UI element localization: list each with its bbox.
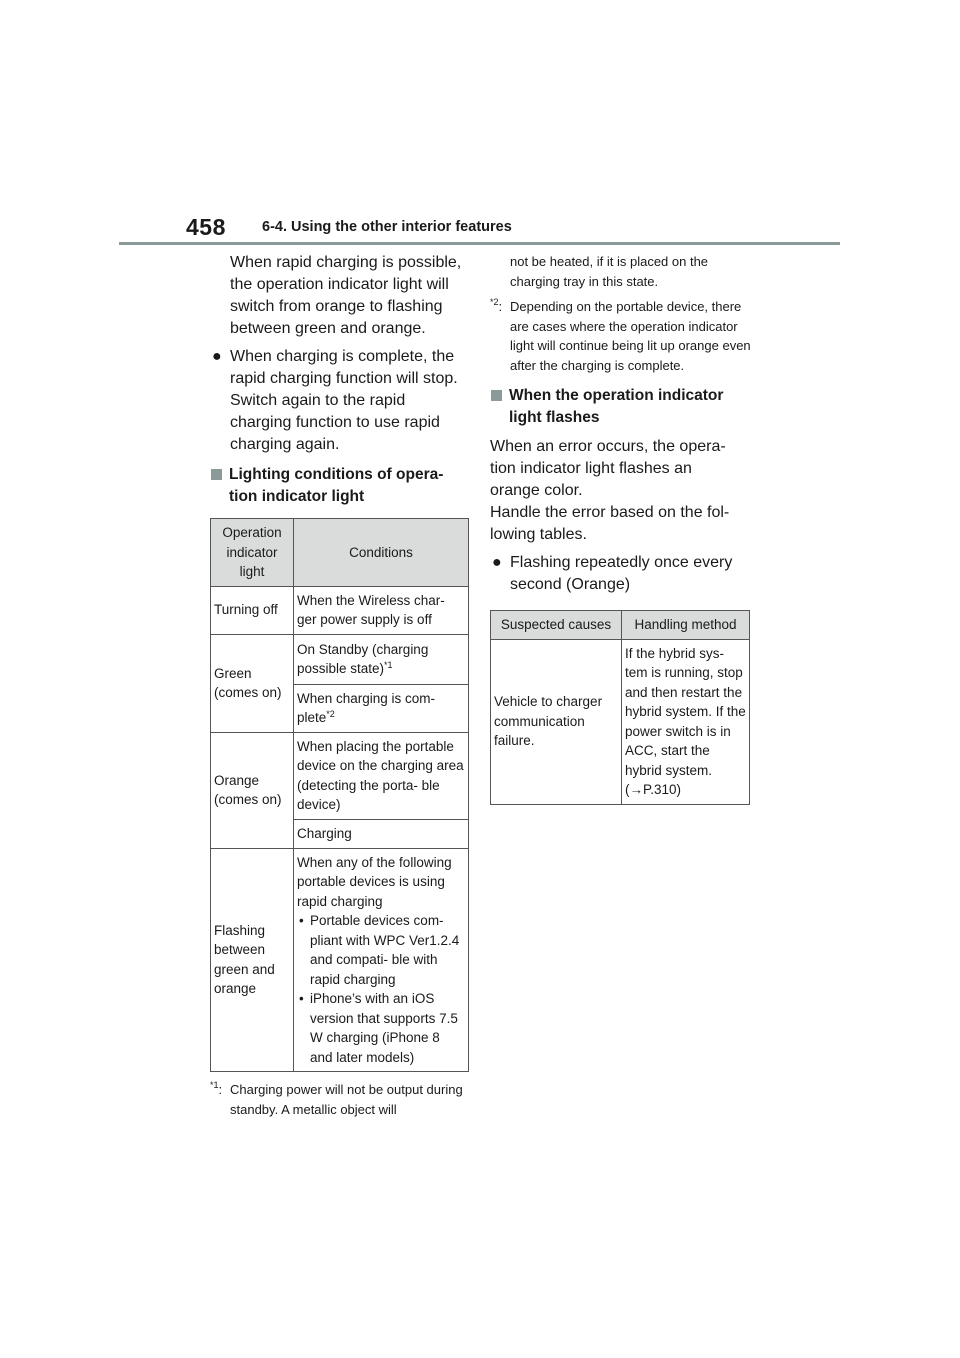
method-text: If the hybrid sys- tem is running, stop and then restart the hybrid system. If the power switch is in ACC, start the hybrid system. [625, 645, 746, 778]
list-item [297, 911, 465, 989]
error-handling-table [490, 610, 750, 805]
table-header-row [211, 519, 469, 587]
footnote-1 [210, 1080, 470, 1119]
bullet-dot-icon: • [299, 991, 304, 1006]
cell-flashing-condition [294, 848, 469, 1072]
cell-orange: Orange (comes on) [211, 732, 294, 848]
green-condition-1-text: On Standby (charging possible state) [297, 641, 429, 676]
cell-green: Green (comes on) [211, 634, 294, 732]
heading-line-1: Lighting conditions of opera- [229, 466, 444, 483]
bullet-flashing-once [490, 552, 752, 596]
cell-green-condition-2 [294, 684, 469, 732]
flashing-condition-intro: When any of the following portable devices is using rapid charging [297, 854, 452, 909]
cell-cause: Vehicle to charger communication failure. [491, 639, 622, 804]
flashing-item-1: Portable devices com- pliant with WPC Ver1.2.4 and compati- ble with rapid charging [310, 913, 460, 987]
table-row [211, 634, 469, 684]
footnote-1-text: Charging power will not be output during standby. A metallic object will [230, 1082, 463, 1117]
cell-orange-condition-1: When placing the portable device on the charging area (detecting the porta- ble device) [294, 732, 469, 819]
cell-green-condition-1 [294, 634, 469, 684]
cell-turning-off-condition: When the Wireless char- ger power supply is off [294, 586, 469, 634]
section-title: 6-4. Using the other interior features [262, 219, 512, 235]
table-row [491, 639, 750, 804]
cell-method [622, 639, 750, 804]
intro-paragraph: When rapid charging is possible, the operation indicator light will switch from orange to flashing between green and orange. [230, 254, 462, 337]
footnote-2-mark: $^{*2}$: [490, 297, 503, 314]
right-column [490, 252, 752, 805]
table-row [211, 848, 469, 1072]
left-column [210, 252, 470, 1119]
list-item [297, 989, 465, 1067]
table-header-row [491, 611, 750, 640]
handle-error-paragraph: Handle the error based on the fol- lowing tables. [490, 504, 730, 543]
footnote-ref-2: *2 [326, 709, 335, 719]
square-bullet-icon [491, 390, 502, 401]
flashing-item-2: iPhone’s with an iOS version that supports 7.5 W charging (iPhone 8 and later models) [310, 991, 458, 1065]
cell-orange-condition-2: Charging [294, 819, 469, 848]
footnote-1-sup: *1 [210, 1080, 219, 1090]
footnote-2 [490, 297, 752, 375]
heading-line-1: When the operation indicator [509, 387, 724, 404]
bullet-text: Flashing repeatedly once every second (Orange) [510, 554, 733, 593]
footnote-1-mark: $^{*1}$: [210, 1080, 223, 1097]
cell-turning-off: Turning off [211, 586, 294, 634]
footnote-1-continued [490, 252, 752, 291]
bullet-charging-complete [210, 346, 470, 456]
heading-line-2: light flashes [509, 409, 600, 426]
header-rule [119, 242, 840, 245]
page-number: 458 [186, 214, 226, 240]
column-header-causes: Suspected causes [491, 611, 622, 640]
heading-line-2: tion indicator light [229, 488, 365, 505]
table-row [211, 732, 469, 819]
footnote-ref-1: *1 [384, 660, 393, 670]
bullet-dot-icon: ● [492, 554, 502, 571]
square-bullet-icon [211, 469, 222, 480]
bullet-dot-icon: ● [212, 348, 222, 365]
footnote-1-continued-text: not be heated, if it is placed on the charging tray in this state. [510, 254, 709, 289]
error-paragraph: When an error occurs, the opera- tion indicator light flashes an orange color. [490, 438, 726, 499]
bullet-text: When charging is complete, the rapid charging function will stop. Switch again to the rapid charging function to use rapid charging again. [230, 348, 458, 453]
column-header-method: Handling method [622, 611, 750, 640]
bullet-dot-icon: • [299, 913, 304, 928]
footnote-2-sup: *2 [490, 297, 499, 307]
green-condition-2-text: When charging is com- plete [297, 690, 436, 725]
column-header-light: Operation indicator light [211, 519, 294, 587]
heading-indicator-flashes [490, 385, 752, 429]
lighting-conditions-table [210, 518, 469, 1072]
heading-lighting-conditions [210, 464, 470, 508]
cell-flashing: Flashing between green and orange [211, 848, 294, 1072]
column-header-conditions: Conditions [294, 519, 469, 587]
table-row [211, 586, 469, 634]
page-reference: (→P.310) [625, 782, 682, 797]
footnote-2-text: Depending on the portable device, there are cases where the operation indicator light will continue being lit up orange even after the charging is complete. [510, 299, 751, 373]
